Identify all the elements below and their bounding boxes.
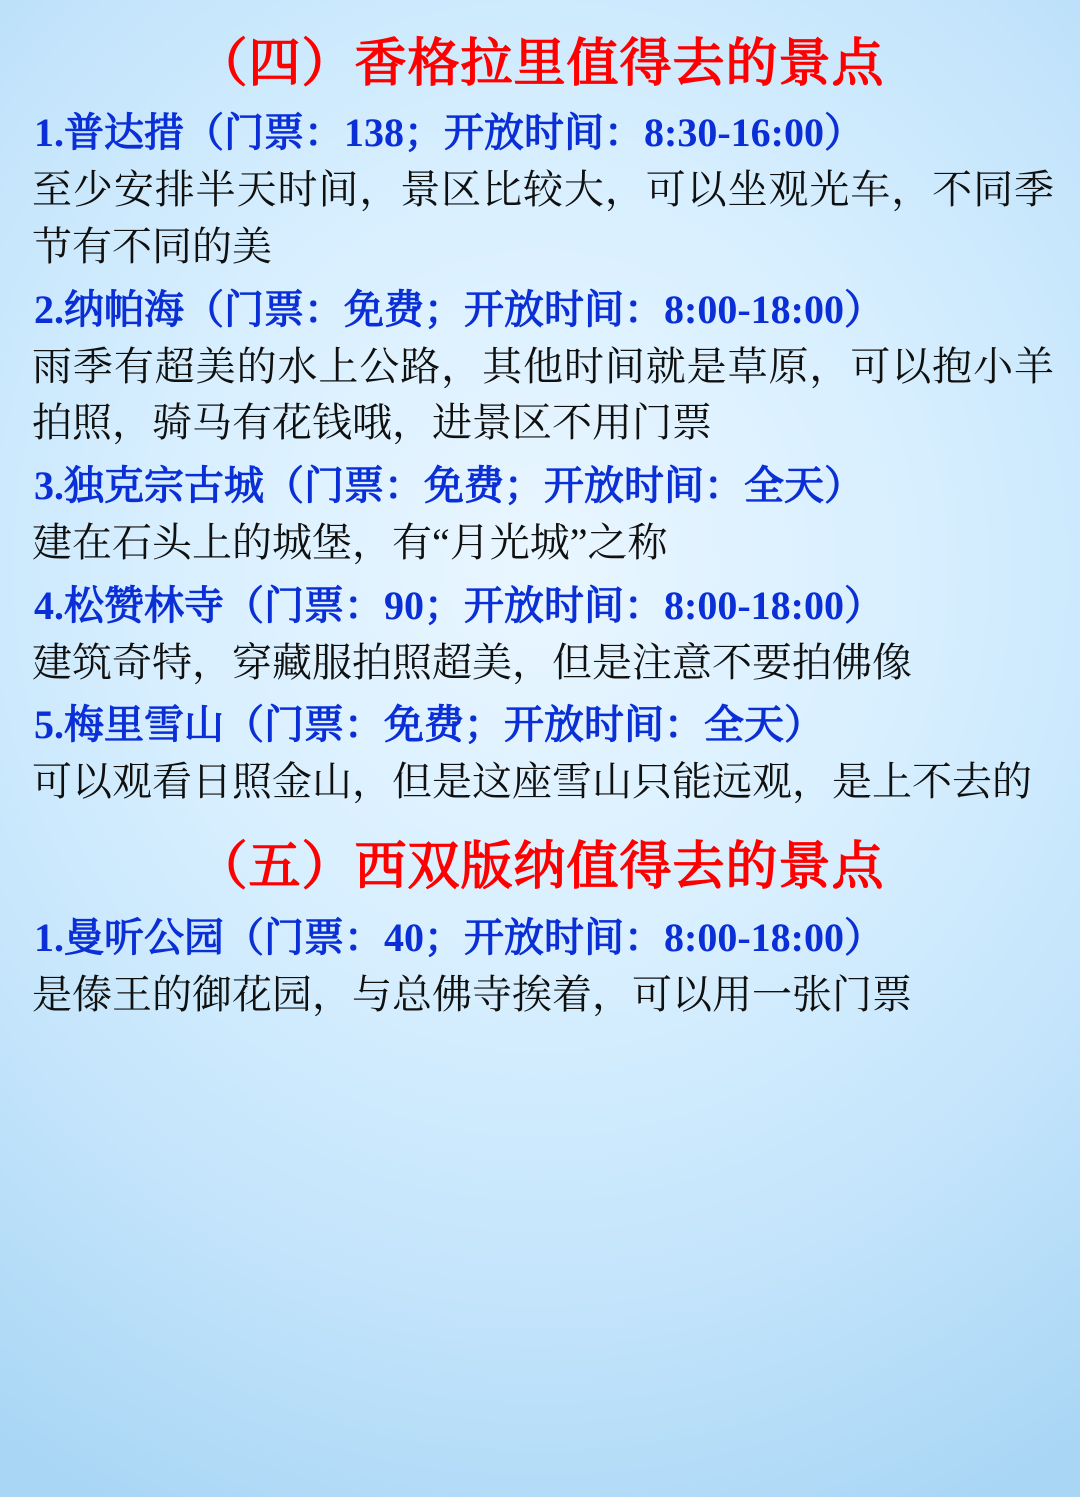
- attraction-heading-5: 5.梅里雪山（门票：免费；开放时间：全天）: [34, 702, 824, 748]
- attraction-description-4: 建筑奇特，穿藏服拍照超美，但是注意不要拍佛像: [32, 639, 912, 685]
- list-item: [26, 699, 1054, 811]
- attraction-heading-1: 1.普达措（门票：138；开放时间：8:30-16:00）: [34, 110, 864, 156]
- list-item: [26, 912, 1054, 1024]
- attraction-heading-3: 3.独克宗古城（门票：免费；开放时间：全天）: [34, 463, 864, 509]
- section-title-5: （五）西双版纳值得去的景点: [195, 838, 885, 896]
- attraction-description-1: 至少安排半天时间，景区比较大，可以坐观光车，不同季节有不同的美: [32, 167, 1054, 269]
- attraction-heading-6: 1.曼听公园（门票：40；开放时间：8:00-18:00）: [34, 915, 884, 961]
- attraction-description-5: 可以观看日照金山，但是这座雪山只能远观，是上不去的: [32, 759, 1032, 805]
- attraction-description-3: 建在石头上的城堡，有“月光城”之称: [32, 519, 668, 565]
- attraction-description-2: 雨季有超美的水上公路，其他时间就是草原，可以抱小羊拍照，骑马有花钱哦，进景区不用门票: [32, 343, 1054, 446]
- list-item: [26, 284, 1054, 452]
- attraction-heading-4: 4.松赞林寺（门票：90；开放时间：8:00-18:00）: [34, 582, 884, 628]
- attraction-description-6: 是傣王的御花园，与总佛寺挨着，可以用一张门票: [32, 972, 912, 1018]
- list-item: [26, 460, 1054, 572]
- list-item: [26, 107, 1054, 275]
- section-title-4: （四）香格拉里值得去的景点: [195, 36, 885, 93]
- list-item: [26, 580, 1054, 692]
- attraction-heading-2: 2.纳帕海（门票：免费；开放时间：8:00-18:00）: [34, 286, 884, 332]
